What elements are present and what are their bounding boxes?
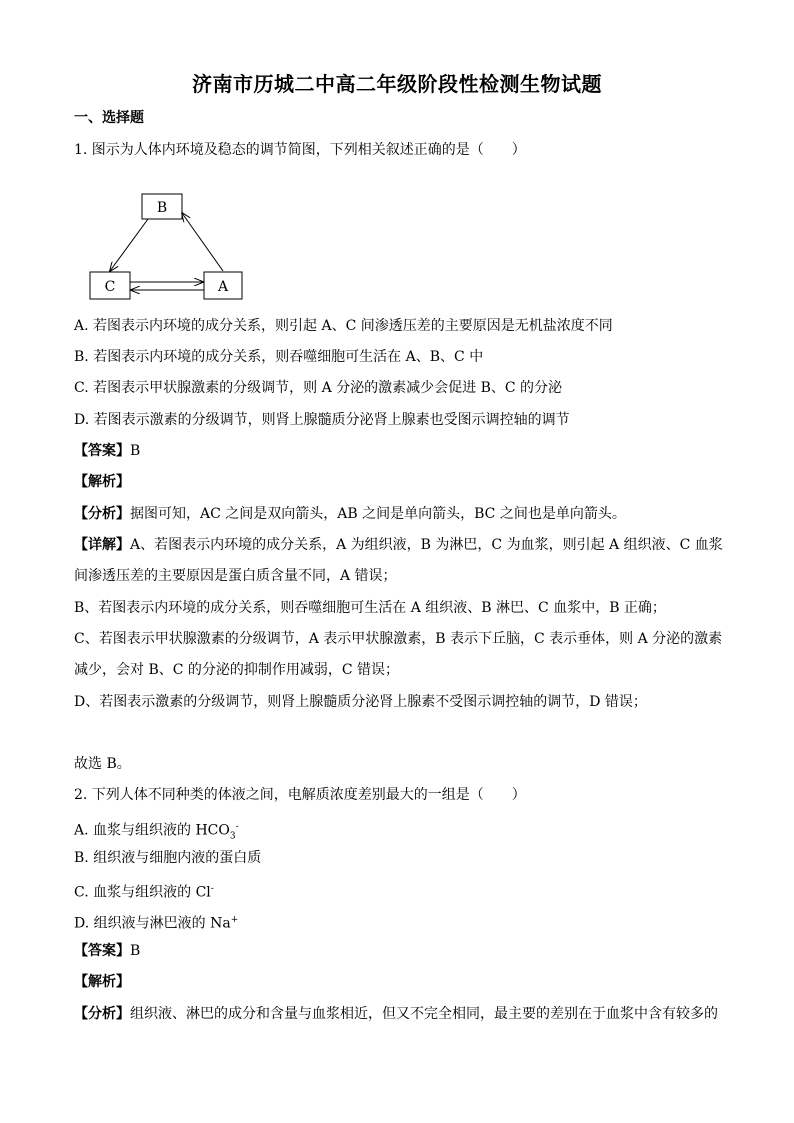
xiangjie-label: 【详解】: [74, 537, 130, 553]
q1-xiangjie: [74, 535, 723, 555]
fenxi-label: 【分析】: [74, 1006, 130, 1022]
arrow-a-to-b: [182, 213, 223, 271]
arrow-b-to-c: [110, 219, 148, 271]
section-heading: 一、选择题: [74, 110, 144, 126]
q1-analysis-label: 【解析】: [74, 474, 130, 490]
answer-label: 【答案】: [74, 943, 130, 959]
q2-option-a-sub: 3: [229, 831, 236, 842]
q2-option-d-sup: +: [230, 915, 239, 925]
q1-option-a: A. 若图表示内环境的成分关系，则引起 A、C 间渗透压差的主要原因是无机盐浓度不同: [74, 318, 613, 334]
q1-detail-line: D、若图表示激素的分级调节，则肾上腺髓质分泌肾上腺素不受图示调控轴的调节，D 错误；: [74, 694, 647, 710]
answer-value: B: [130, 943, 141, 959]
q2-option-a: [74, 817, 239, 846]
regulation-diagram: [86, 186, 256, 304]
q1-detail-line: 间渗透压差的主要原因是蛋白质含量不同，A 错误；: [74, 568, 397, 584]
q2-option-a-text: A. 血浆与组织液的 HCO: [74, 822, 230, 839]
q2-option-d-text: D. 组织液与淋巴液的 Na: [74, 915, 231, 932]
answer-value: B: [130, 443, 141, 459]
q2-option-c-sup: -: [210, 884, 214, 894]
answer-label: 【答案】: [74, 443, 130, 459]
q1-detail-line: 减少，会对 B、C 的分泌的抑制作用减弱，C 错误；: [74, 662, 400, 678]
xiangjie-text: A、若图表示内环境的成分关系，A 为组织液，B 为淋巴，C 为血浆，则引起 A 组织液、C 血浆: [130, 537, 723, 553]
question-2-stem: 2. 下列人体不同种类的体液之间，电解质浓度差别最大的一组是（ ）: [74, 787, 526, 803]
q2-option-c-text: C. 血浆与组织液的 Cl: [74, 884, 211, 901]
fenxi-text: 组织液、淋巴的成分和含量与血浆相近，但又不完全相同，最主要的差别在于血浆中含有较多的: [130, 1006, 718, 1022]
q1-detail-line: B、若图表示内环境的成分关系，则吞噬细胞可生活在 A 组织液、B 淋巴、C 血浆中，B 正确；: [74, 600, 666, 616]
q2-option-a-sup: -: [235, 822, 239, 832]
q2-analysis-label: 【解析】: [74, 974, 130, 990]
q1-option-d: D. 若图表示激素的分级调节，则肾上腺髓质分泌肾上腺素也受图示调控轴的调节: [74, 412, 570, 428]
q1-answer: [74, 441, 140, 461]
q2-fenxi: [74, 1004, 718, 1024]
q2-option-d: [74, 910, 238, 934]
q1-conclusion: 故选 B。: [74, 756, 131, 772]
q1-detail-line: C、若图表示甲状腺激素的分级调节，A 表示甲状腺激素，B 表示下丘脑，C 表示垂体，则 A 分泌的激素: [74, 631, 723, 647]
q2-option-b: B. 组织液与细胞内液的蛋白质: [74, 850, 262, 866]
page-title: 济南市历城二中高二年级阶段性检测生物试题: [192, 72, 602, 96]
fenxi-text: 据图可知，AC 之间是双向箭头，AB 之间是单向箭头，BC 之间也是单向箭头。: [130, 506, 626, 522]
box-c-label: C: [104, 279, 116, 295]
q1-option-c: C. 若图表示甲状腺激素的分级调节，则 A 分泌的激素减少会促进 B、C 的分泌: [74, 380, 563, 396]
box-b-label: B: [156, 200, 168, 216]
box-a-label: A: [217, 279, 229, 295]
q1-option-b: B. 若图表示内环境的成分关系，则吞噬细胞可生活在 A、B、C 中: [74, 349, 484, 365]
fenxi-label: 【分析】: [74, 506, 130, 522]
question-1-stem: 1. 图示为人体内环境及稳态的调节简图，下列相关叙述正确的是（ ）: [74, 142, 526, 158]
q1-fenxi: [74, 504, 626, 524]
q2-option-c: [74, 879, 214, 903]
q2-answer: [74, 941, 140, 961]
